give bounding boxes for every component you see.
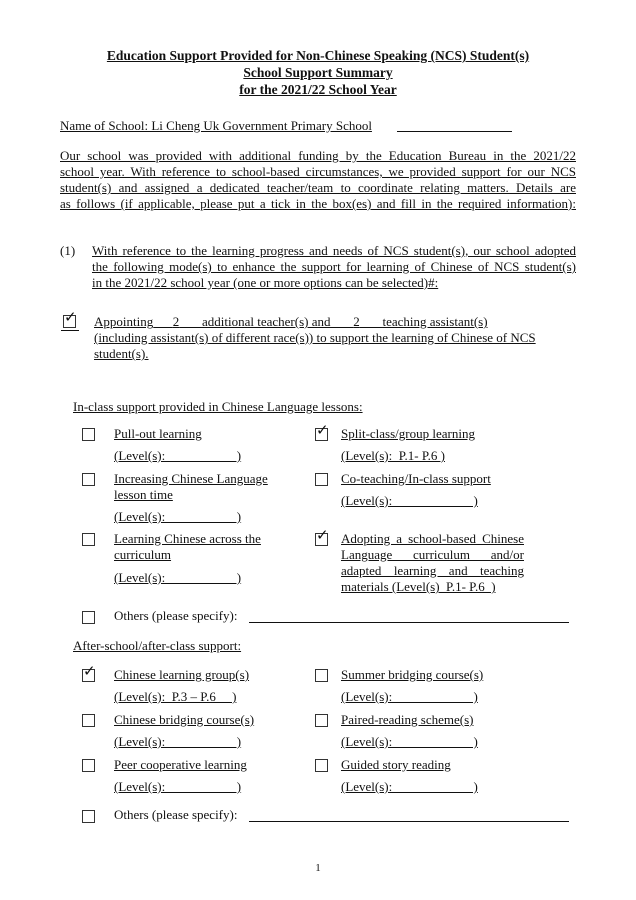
increasing-level[interactable]: (Level(s): ) (114, 509, 242, 524)
split-checkbox[interactable] (315, 421, 329, 441)
peer-checkbox[interactable] (82, 759, 95, 772)
across-label-1: Learning Chinese across the (114, 531, 261, 546)
school-name-blank (397, 131, 512, 132)
section1-line-2: the following mode(s) to enhance the support for learning of Chinese of NCS student(s) (92, 259, 576, 274)
appointing-prefix: Appointing (94, 314, 154, 329)
appointing-mid: additional teacher(s) and (201, 314, 331, 329)
summer-checkbox[interactable] (315, 669, 328, 682)
intro-line-3: student(s) and assigned a dedicated teacher/team to coordinate relating matters. Details are (60, 180, 576, 195)
pullout-label: Pull-out learning (114, 426, 202, 441)
guided-checkbox[interactable] (315, 759, 328, 772)
bridging-level[interactable]: (Level(s): ) (114, 734, 242, 749)
intro-line-2: school year. With reference to school-based circumstances, we provided support for our NCS (60, 164, 576, 179)
inclass-others-blank[interactable] (249, 622, 569, 623)
afterschool-others-checkbox[interactable] (82, 810, 95, 823)
increasing-checkbox[interactable] (82, 473, 95, 486)
increasing-label-2: lesson time (114, 487, 173, 502)
tick-icon: ✓ (83, 662, 96, 680)
guided-label: Guided story reading (341, 757, 451, 772)
paired-level[interactable]: (Level(s): ) (341, 734, 478, 749)
summer-label: Summer bridging course(s) (341, 667, 484, 682)
across-label-2: curriculum (114, 547, 172, 562)
peer-level[interactable]: (Level(s): ) (114, 779, 242, 794)
pullout-checkbox[interactable] (82, 428, 95, 441)
group-level[interactable]: (Level(s): P.3 – P.6 ) (114, 689, 237, 704)
schoolbased-line-1: Adopting a school-based Chinese (341, 531, 524, 546)
appointing-line-3: student(s). (94, 346, 149, 361)
title-line-1: Education Support Provided for Non-Chinese Speaking (NCS) Student(s) (106, 48, 530, 63)
coteaching-checkbox[interactable] (315, 473, 328, 486)
appointing-checkbox[interactable] (63, 308, 77, 328)
tick-icon: ✓ (316, 421, 329, 439)
assistant-count[interactable]: 2 (353, 314, 360, 329)
paired-checkbox[interactable] (315, 714, 328, 727)
inclass-others-label: Others (please specify): (114, 608, 238, 623)
inclass-heading: In-class support provided in Chinese Language lessons: (73, 399, 363, 414)
section1-line-3: in the 2021/22 school year (one or more options can be selected)#: (92, 275, 439, 290)
across-level[interactable]: (Level(s): ) (114, 570, 242, 585)
inclass-others-checkbox[interactable] (82, 611, 95, 624)
increasing-label-1: Increasing Chinese Language (114, 471, 268, 486)
group-label: Chinese learning group(s) (114, 667, 250, 682)
peer-label: Peer cooperative learning (114, 757, 247, 772)
schoolbased-line-2: Language curriculum and/or (341, 547, 524, 562)
section1-line-1: With reference to the learning progress and needs of NCS student(s), our school adopted (92, 243, 576, 258)
intro-line-1: Our school was provided with additional funding by the Education Bureau in the 2021/22 (60, 148, 576, 163)
schoolbased-checkbox[interactable] (315, 526, 329, 546)
schoolbased-line-3: adapted learning and teaching (341, 563, 524, 578)
teacher-count[interactable]: 2 (172, 314, 180, 329)
paired-label: Paired-reading scheme(s) (341, 712, 474, 727)
school-name: Name of School: Li Cheng Uk Government Primary School (60, 118, 372, 133)
afterschool-others-blank[interactable] (249, 821, 569, 822)
appointing-line-2: (including assistant(s) of different race(s)) to support the learning of Chinese of NCS (94, 330, 536, 345)
title-line-3: for the 2021/22 School Year (239, 82, 397, 97)
split-level[interactable]: (Level(s): P.1- P.6 ) (341, 448, 445, 463)
across-checkbox[interactable] (82, 533, 95, 546)
afterschool-heading: After-school/after-class support: (73, 638, 242, 653)
page-number: 1 (315, 862, 321, 874)
summer-level[interactable]: (Level(s): ) (341, 689, 478, 704)
title-line-2: School Support Summary (243, 65, 393, 80)
bridging-label: Chinese bridging course(s) (114, 712, 255, 727)
guided-level[interactable]: (Level(s): ) (341, 779, 478, 794)
tick-icon: ✓ (64, 308, 77, 326)
pullout-level[interactable]: (Level(s): ) (114, 448, 242, 463)
afterschool-others-label: Others (please specify): (114, 807, 238, 822)
split-label: Split-class/group learning (341, 426, 475, 441)
appointing-suffix: teaching assistant(s) (382, 314, 488, 329)
bridging-checkbox[interactable] (82, 714, 95, 727)
group-checkbox[interactable] (82, 662, 96, 682)
intro-line-4: as follows (if applicable, please put a tick in the box(es) and fill in the required information): (60, 196, 576, 211)
tick-icon: ✓ (316, 526, 329, 544)
section-number: (1) (60, 243, 76, 258)
appointing-box-underline (61, 330, 79, 331)
coteaching-level[interactable]: (Level(s): ) (341, 493, 478, 508)
schoolbased-line-4[interactable]: materials (Level(s) P.1- P.6 ) (341, 579, 496, 594)
coteaching-label: Co-teaching/In-class support (341, 471, 491, 486)
appointing-line-1 (94, 314, 488, 330)
